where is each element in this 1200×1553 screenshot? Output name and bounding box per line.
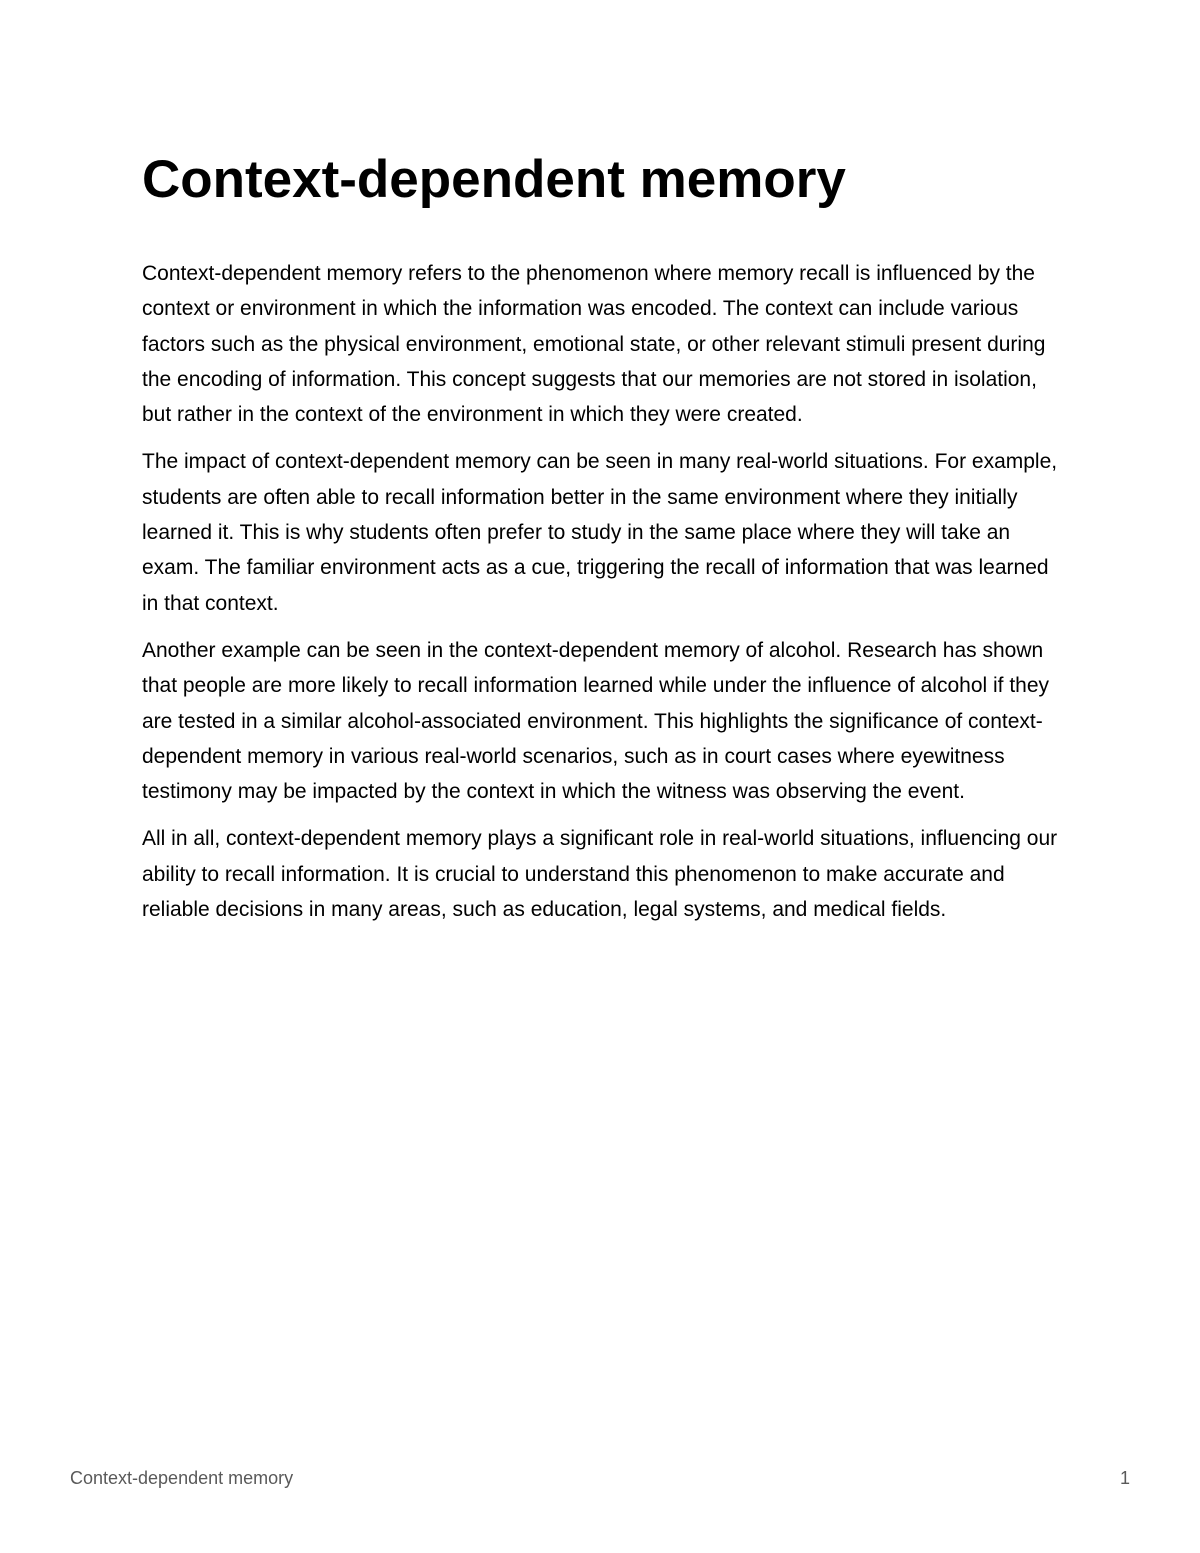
paragraph-2: The impact of context-dependent memory can be seen in many real-world situations. For example, students are often able to recall information better in the same environment where they initially learned it. This is why students often prefer to study in the same place where they will take an exam. The familiar environment acts as a cue, triggering the recall of information that was learned in that context. bbox=[142, 450, 1058, 615]
page-number: 1 bbox=[1119, 1468, 1130, 1488]
document-title: Context-dependent memory bbox=[142, 150, 846, 209]
document-content bbox=[142, 140, 1062, 939]
paragraph-3: Another example can be seen in the context-dependent memory of alcohol. Research has shown that people are more likely to recall information learned while under the influence of alcohol if they are tested in a similar alcohol-associated environment. This highlights the significance of context-dependent memory in various real-world scenarios, such as in court cases where eyewitness testimony may be impacted by the context in which the witness was observing the event. bbox=[142, 638, 1050, 804]
paragraph-4: All in all, context-dependent memory plays a significant role in real-world situations, influencing our ability to recall information. It is crucial to understand this phenomenon to make accurate and reliable decisions in many areas, such as education, legal systems, and medical fields. bbox=[142, 827, 1058, 922]
footer-title: Context-dependent memory bbox=[70, 1468, 294, 1488]
paragraph-1: Context-dependent memory refers to the phenomenon where memory recall is influenced by the context or environment in which the information was encoded. The context can include various factors such as the physical environment, emotional state, or other relevant stimuli present during the encoding of information. This concept suggests that our memories are not stored in isolation, but rather in the context of the environment in which they were created. bbox=[142, 262, 1046, 427]
document-body bbox=[142, 256, 1062, 927]
page-footer bbox=[70, 1464, 1130, 1492]
